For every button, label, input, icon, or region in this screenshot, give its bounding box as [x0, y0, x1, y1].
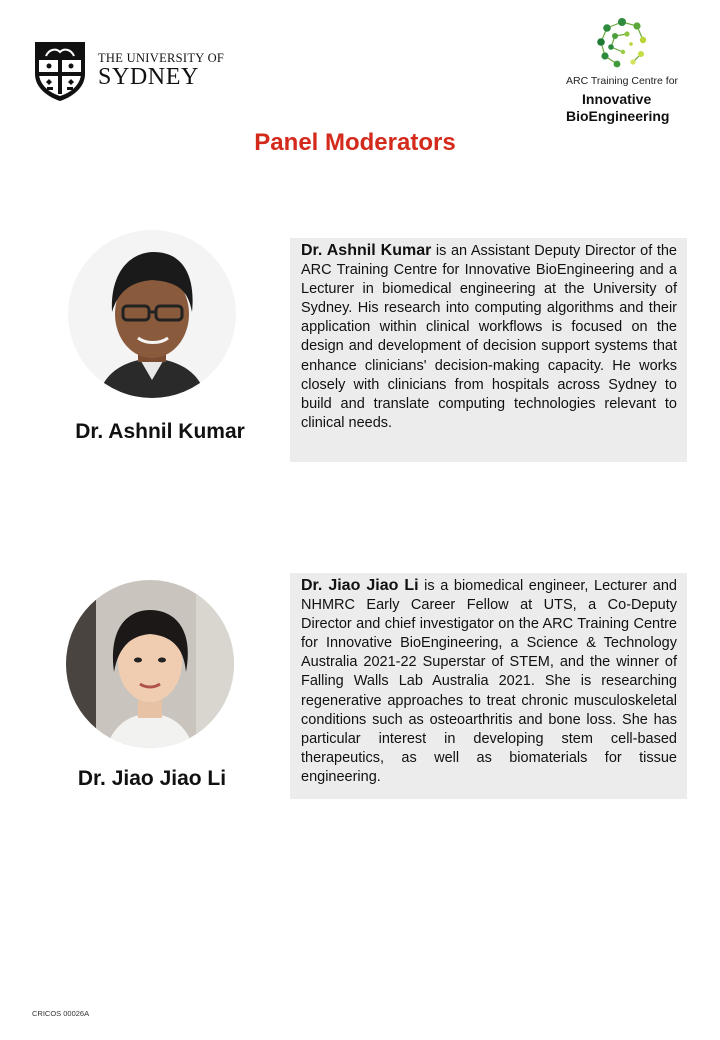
- bio-lead-name: Dr. Jiao Jiao Li: [301, 577, 419, 594]
- university-logo-line2: SYDNEY: [98, 64, 199, 90]
- moderator-bio-li: [290, 573, 687, 799]
- portrait-man-icon: [68, 230, 236, 398]
- page-title: Panel Moderators: [254, 129, 456, 156]
- university-of-sydney-logo: [32, 40, 225, 102]
- arc-training-centre-logo: [560, 14, 700, 126]
- bio-lead-name: Dr. Ashnil Kumar: [301, 242, 432, 259]
- bio-body: is a biomedical engineer, Lecturer and NHMRC Early Career Fellow at UTS, a Co-Deputy Director and chief investigator on the ARC Training Centre for Innovative BioEngineering, a Science & Technology Australia 2021-22 Superstar of STEM, and the winner of Falling Walls Lab Australia 2021. She is researching regenerative approaches to treat chronic musculoskeletal conditions such as osteoarthritis and bone loss. She has particular interest in developing stem cell-based therapeutics, as well as biomaterials for tissue engineering.: [301, 578, 677, 785]
- university-logo-line1: THE UNIVERSITY OF: [98, 51, 225, 65]
- bio-body: is an Assistant Deputy Director of the ARC Training Centre for Innovative BioEngineering and a Lecturer in biomedical engineering at the University of Sydney. His research into computing algorithms and their application within clinical workflows is focused on the design and development of decision support systems that enhance clinicians' decision-making capacity. He works closely with clinicians from hospitals across Sydney to build and translate computing technologies relevant to clinical needs.: [301, 243, 677, 431]
- moderator-photo-li: [66, 580, 234, 748]
- moderator-photo-kumar: [68, 230, 236, 398]
- university-crest-icon: [32, 40, 88, 102]
- cricos-code: CRICOS 00026A: [32, 1009, 90, 1018]
- arc-logo-line3: BioEngineering: [566, 108, 670, 124]
- moderator-name-li: Dr. Jiao Jiao Li: [77, 767, 227, 790]
- arc-logo-line2: Innovative: [582, 91, 652, 107]
- bio-text: [301, 576, 677, 787]
- portrait-woman-icon: [66, 580, 234, 748]
- arc-logo-line1: ARC Training Centre for: [566, 75, 679, 87]
- bio-text: [301, 241, 677, 433]
- arc-dots-logo-icon: [593, 14, 651, 72]
- moderator-bio-kumar: [290, 238, 687, 462]
- moderator-name-kumar: Dr. Ashnil Kumar: [75, 420, 245, 443]
